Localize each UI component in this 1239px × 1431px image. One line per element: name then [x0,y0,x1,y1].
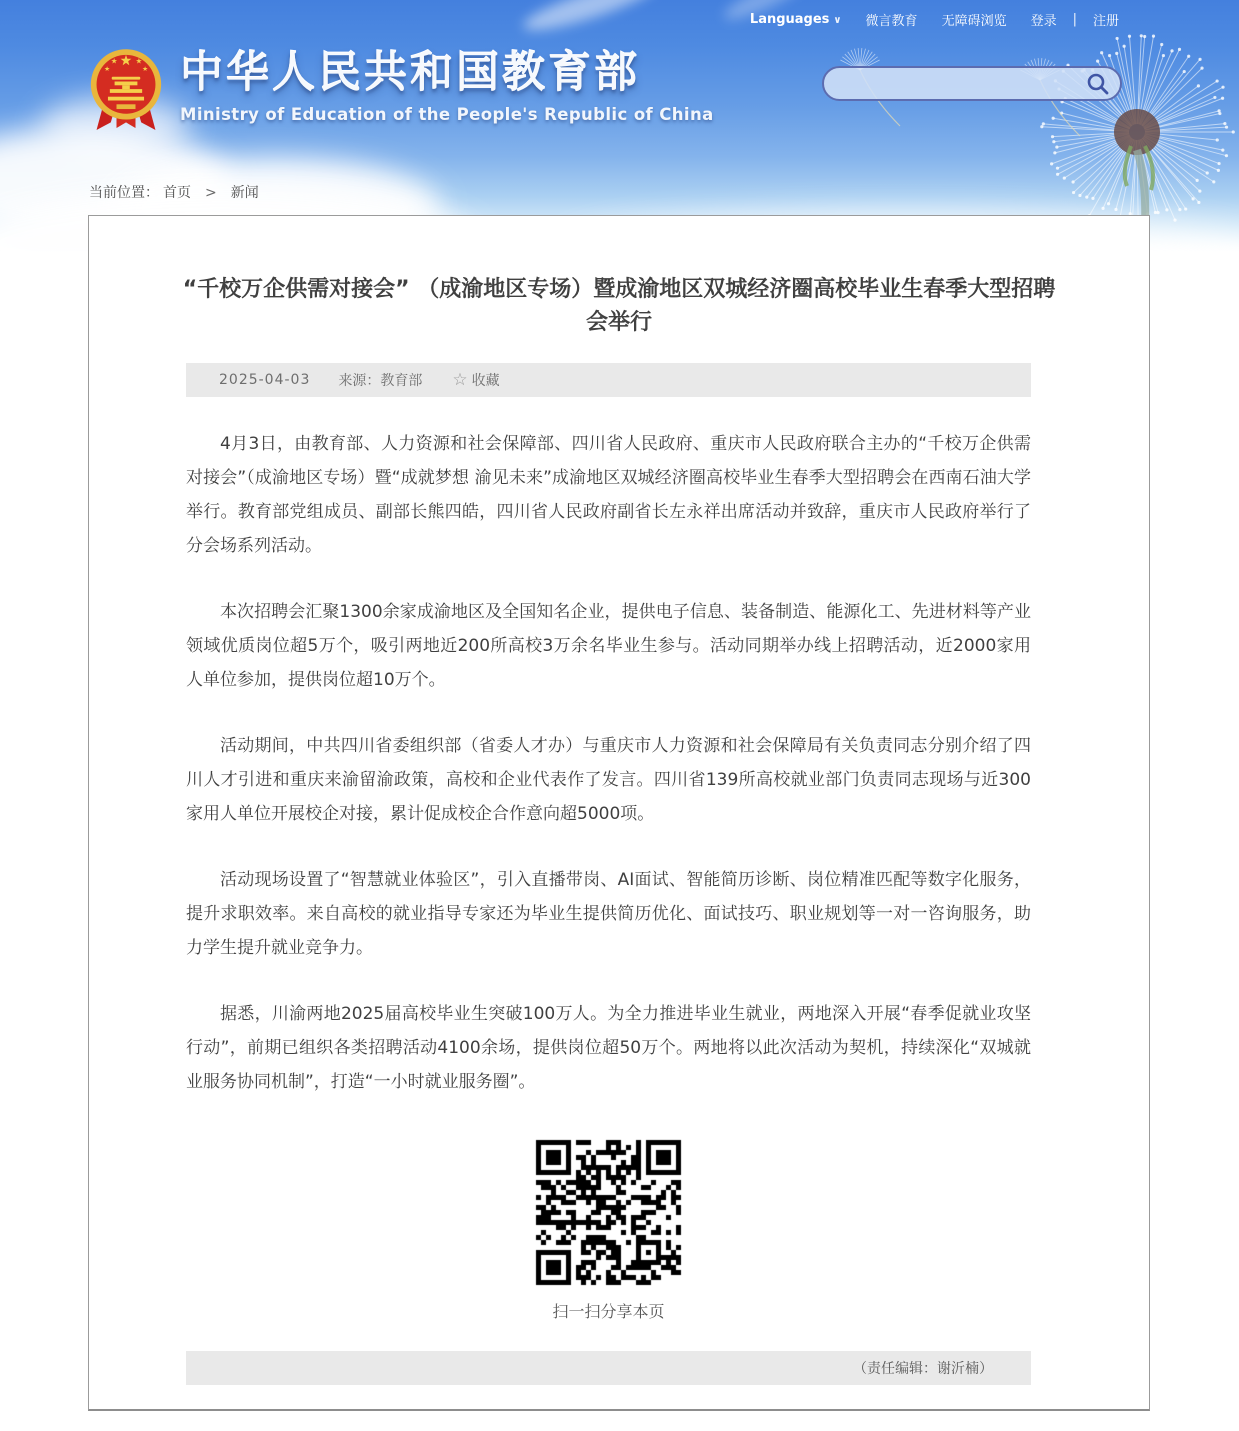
article-paragraph: 本次招聘会汇聚1300余家成渝地区及全国知名企业，提供电子信息、装备制造、能源化工、先进材料等产业领域优质岗位超5万个，吸引两地近200所高校3万余名毕业生参与。活动同期举办线上招聘活动，近2000家用人单位参加，提供岗位超10万个。 [186,602,1031,690]
nav-accessibility[interactable]: 无障碍浏览 [941,14,1007,29]
article-title: “千校万企供需对接会” （成渝地区专场）暨成渝地区双城经济圈高校毕业生春季大型招聘会举行 [182,277,1056,335]
editor-note: （责任编辑：谢沂楠） [853,1361,993,1377]
search-input[interactable] [840,76,1084,92]
article-date: 2025-04-03 [219,372,311,388]
svg-text:★: ★ [104,65,111,74]
star-icon: ☆ [452,369,468,390]
nav-divider: | [1072,12,1077,27]
chevron-down-icon: ∨ [833,15,842,26]
svg-text:★: ★ [135,56,143,66]
article-container [88,215,1150,1411]
national-emblem-icon [88,44,164,138]
cloud-wisp [519,0,660,39]
site-subtitle: Ministry of Education of the People's Republic of China [180,105,714,125]
qr-code [530,1134,687,1291]
nav-login[interactable]: 登录 [1030,14,1057,29]
editor-bar [186,1351,1031,1385]
site-logo[interactable] [88,44,714,138]
top-nav [742,10,1127,29]
site-titles [180,44,714,124]
qr-caption: 扫一扫分享本页 [552,1302,665,1321]
nav-weiyan-jiaoyu[interactable]: 微言教育 [865,14,918,29]
search-icon [1086,72,1110,96]
breadcrumb-current-link[interactable]: 新闻 [230,185,259,201]
search-box [822,66,1122,101]
article-source: 来源：教育部 [338,373,423,389]
svg-text:★: ★ [142,65,149,74]
svg-text:★: ★ [110,56,118,66]
article-meta-bar [186,363,1031,397]
qr-code-wrap [186,1134,1031,1295]
favorite-button[interactable]: ☆ 收藏 [452,369,500,390]
breadcrumb-separator: > [205,185,217,201]
search-button[interactable] [1084,70,1112,98]
article-paragraph: 活动现场设置了“智慧就业体验区”，引入直播带岗、AI面试、智能简历诊断、岗位精准匹配等数字化服务，提升求职效率。来自高校的就业指导专家还为毕业生提供简历优化、面试技巧、职业规划等一对一咨询服务，助力学生提升就业竞争力。 [186,870,1031,958]
breadcrumb [89,182,259,202]
article-paragraph: 活动期间，中共四川省委组织部（省委人才办）与重庆市人力资源和社会保障局有关负责同志分别介绍了四川人才引进和重庆来渝留渝政策，高校和企业代表作了发言。四川省139所高校就业部门负责同志现场与近300家用人单位开展校企对接，累计促成校企合作意向超5000项。 [186,736,1031,824]
languages-menu[interactable]: Languages ∨ [749,12,842,27]
breadcrumb-home-link[interactable]: 首页 [163,185,191,201]
nav-register[interactable]: 注册 [1092,14,1119,29]
breadcrumb-label: 当前位置： [89,185,159,201]
site-title: 中华人民共和国教育部 [180,48,640,98]
article-paragraph: 4月3日，由教育部、人力资源和社会保障部、四川省人民政府、重庆市人民政府联合主办的“千校万企供需对接会”（成渝地区专场）暨“成就梦想 渝见未来”成渝地区双城经济圈高校毕业生春季大型招聘会在西南石油大学举行。教育部党组成员、副部长熊四皓，四川省人民政府副省长左永祥出席活动并致辞，重庆市人民政府举行了分会场系列活动。 [186,434,1031,556]
article-body [186,427,1031,1099]
article-paragraph: 据悉，川渝两地2025届高校毕业生突破100万人。为全力推进毕业生就业，两地深入开展“春季促就业攻坚行动”，前期已组织各类招聘活动4100余场，提供岗位超50万个。两地将以此次活动为契机，持续深化“双城就业服务协同机制”，打造“一小时就业服务圈”。 [186,1004,1031,1092]
